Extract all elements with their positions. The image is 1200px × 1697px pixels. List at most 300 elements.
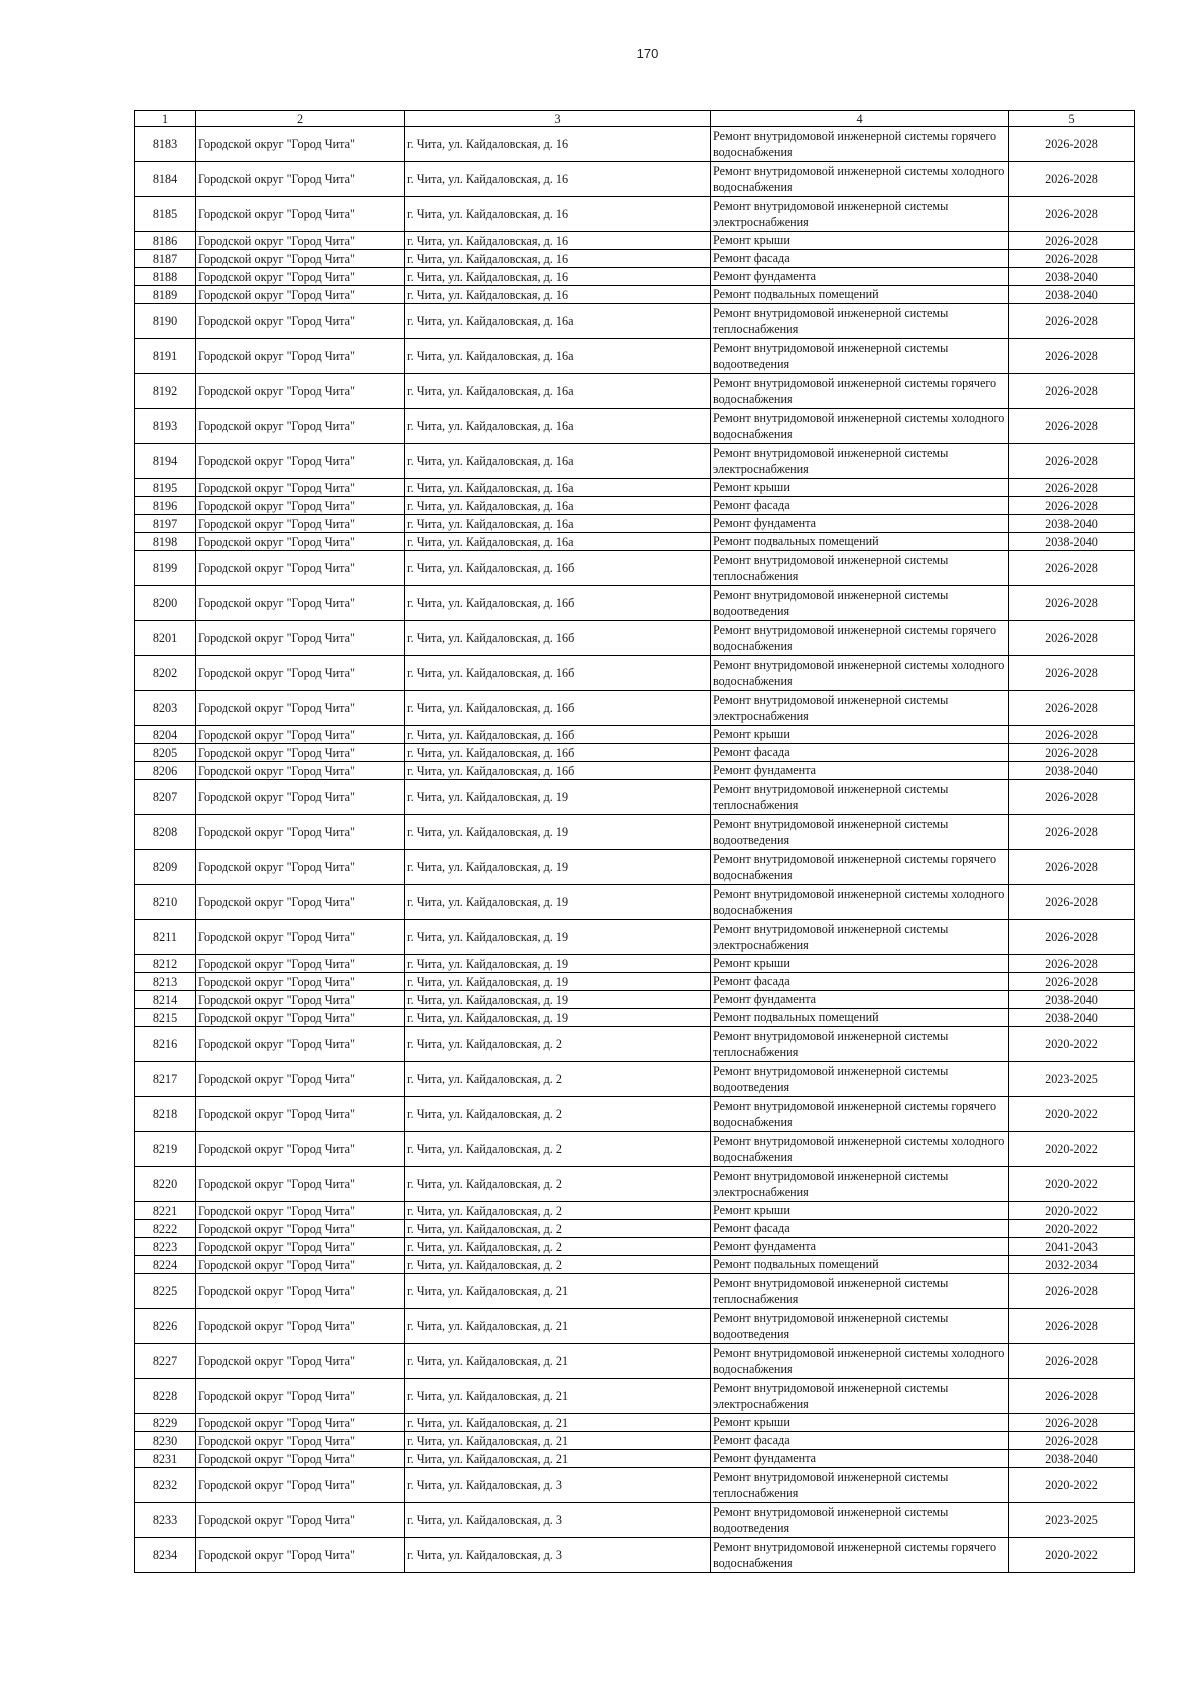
cell-municipality: Городской округ "Город Чита" bbox=[196, 409, 405, 444]
cell-row-number: 8221 bbox=[135, 1202, 196, 1220]
cell-work-type: Ремонт внутридомовой инженерной системы водоотведения bbox=[711, 1309, 1009, 1344]
cell-period: 2038-2040 bbox=[1009, 991, 1135, 1009]
table-body bbox=[135, 127, 1135, 1573]
cell-address: г. Чита, ул. Кайдаловская, д. 16 bbox=[405, 232, 711, 250]
cell-row-number: 8215 bbox=[135, 1009, 196, 1027]
cell-row-number: 8222 bbox=[135, 1220, 196, 1238]
header-col-2: 2 bbox=[196, 111, 405, 127]
cell-municipality: Городской округ "Город Чита" bbox=[196, 1220, 405, 1238]
table-row bbox=[135, 250, 1135, 268]
cell-work-type: Ремонт внутридомовой инженерной системы горячего водоснабжения bbox=[711, 374, 1009, 409]
cell-period: 2026-2028 bbox=[1009, 1344, 1135, 1379]
cell-period: 2026-2028 bbox=[1009, 162, 1135, 197]
table-row bbox=[135, 1503, 1135, 1538]
cell-period: 2026-2028 bbox=[1009, 621, 1135, 656]
cell-row-number: 8218 bbox=[135, 1097, 196, 1132]
cell-work-type: Ремонт внутридомовой инженерной системы водоотведения bbox=[711, 1062, 1009, 1097]
cell-municipality: Городской округ "Город Чита" bbox=[196, 374, 405, 409]
cell-work-type: Ремонт внутридомовой инженерной системы холодного водоснабжения bbox=[711, 885, 1009, 920]
cell-row-number: 8205 bbox=[135, 744, 196, 762]
table-row bbox=[135, 1274, 1135, 1309]
table-row bbox=[135, 286, 1135, 304]
cell-work-type: Ремонт внутридомовой инженерной системы электроснабжения bbox=[711, 691, 1009, 726]
cell-work-type: Ремонт внутридомовой инженерной системы электроснабжения bbox=[711, 197, 1009, 232]
cell-municipality: Городской округ "Город Чита" bbox=[196, 621, 405, 656]
table-row bbox=[135, 1167, 1135, 1202]
cell-row-number: 8216 bbox=[135, 1027, 196, 1062]
cell-period: 2020-2022 bbox=[1009, 1202, 1135, 1220]
table-row bbox=[135, 815, 1135, 850]
cell-address: г. Чита, ул. Кайдаловская, д. 16 bbox=[405, 250, 711, 268]
cell-municipality: Городской округ "Город Чита" bbox=[196, 1344, 405, 1379]
cell-row-number: 8212 bbox=[135, 955, 196, 973]
cell-row-number: 8223 bbox=[135, 1238, 196, 1256]
cell-row-number: 8226 bbox=[135, 1309, 196, 1344]
table-row bbox=[135, 1414, 1135, 1432]
cell-period: 2026-2028 bbox=[1009, 815, 1135, 850]
cell-period: 2038-2040 bbox=[1009, 1009, 1135, 1027]
table-row bbox=[135, 691, 1135, 726]
cell-address: г. Чита, ул. Кайдаловская, д. 19 bbox=[405, 973, 711, 991]
cell-work-type: Ремонт фундамента bbox=[711, 268, 1009, 286]
cell-row-number: 8198 bbox=[135, 533, 196, 551]
cell-work-type: Ремонт внутридомовой инженерной системы холодного водоснабжения bbox=[711, 1132, 1009, 1167]
cell-work-type: Ремонт внутридомовой инженерной системы теплоснабжения bbox=[711, 1274, 1009, 1309]
table-row bbox=[135, 850, 1135, 885]
cell-address: г. Чита, ул. Кайдаловская, д. 2 bbox=[405, 1132, 711, 1167]
cell-period: 2038-2040 bbox=[1009, 515, 1135, 533]
table-row bbox=[135, 515, 1135, 533]
cell-period: 2020-2022 bbox=[1009, 1220, 1135, 1238]
cell-work-type: Ремонт фасада bbox=[711, 497, 1009, 515]
cell-work-type: Ремонт внутридомовой инженерной системы горячего водоснабжения bbox=[711, 127, 1009, 162]
cell-address: г. Чита, ул. Кайдаловская, д. 21 bbox=[405, 1450, 711, 1468]
cell-period: 2026-2028 bbox=[1009, 885, 1135, 920]
cell-municipality: Городской округ "Город Чита" bbox=[196, 1009, 405, 1027]
cell-row-number: 8201 bbox=[135, 621, 196, 656]
table-row bbox=[135, 162, 1135, 197]
cell-address: г. Чита, ул. Кайдаловская, д. 19 bbox=[405, 991, 711, 1009]
cell-address: г. Чита, ул. Кайдаловская, д. 2 bbox=[405, 1256, 711, 1274]
cell-address: г. Чита, ул. Кайдаловская, д. 16б bbox=[405, 691, 711, 726]
cell-work-type: Ремонт внутридомовой инженерной системы теплоснабжения bbox=[711, 1027, 1009, 1062]
cell-row-number: 8211 bbox=[135, 920, 196, 955]
cell-municipality: Городской округ "Город Чита" bbox=[196, 162, 405, 197]
cell-municipality: Городской округ "Город Чита" bbox=[196, 815, 405, 850]
cell-municipality: Городской округ "Город Чита" bbox=[196, 991, 405, 1009]
cell-work-type: Ремонт подвальных помещений bbox=[711, 286, 1009, 304]
cell-work-type: Ремонт внутридомовой инженерной системы теплоснабжения bbox=[711, 551, 1009, 586]
page-number: 170 bbox=[636, 46, 659, 61]
table-row bbox=[135, 744, 1135, 762]
cell-address: г. Чита, ул. Кайдаловская, д. 21 bbox=[405, 1414, 711, 1432]
cell-municipality: Городской округ "Город Чита" bbox=[196, 1238, 405, 1256]
cell-period: 2032-2034 bbox=[1009, 1256, 1135, 1274]
table-row bbox=[135, 304, 1135, 339]
cell-row-number: 8229 bbox=[135, 1414, 196, 1432]
table-row bbox=[135, 621, 1135, 656]
cell-municipality: Городской округ "Город Чита" bbox=[196, 1062, 405, 1097]
cell-municipality: Городской округ "Город Чита" bbox=[196, 885, 405, 920]
cell-address: г. Чита, ул. Кайдаловская, д. 16б bbox=[405, 726, 711, 744]
cell-municipality: Городской округ "Город Чита" bbox=[196, 250, 405, 268]
cell-row-number: 8200 bbox=[135, 586, 196, 621]
cell-address: г. Чита, ул. Кайдаловская, д. 16а bbox=[405, 515, 711, 533]
cell-municipality: Городской округ "Город Чита" bbox=[196, 955, 405, 973]
repair-schedule-table bbox=[134, 110, 1135, 1573]
cell-address: г. Чита, ул. Кайдаловская, д. 19 bbox=[405, 885, 711, 920]
cell-period: 2026-2028 bbox=[1009, 656, 1135, 691]
cell-row-number: 8190 bbox=[135, 304, 196, 339]
cell-work-type: Ремонт фундамента bbox=[711, 991, 1009, 1009]
cell-period: 2026-2028 bbox=[1009, 551, 1135, 586]
table-row bbox=[135, 268, 1135, 286]
cell-row-number: 8196 bbox=[135, 497, 196, 515]
cell-period: 2026-2028 bbox=[1009, 744, 1135, 762]
cell-address: г. Чита, ул. Кайдаловская, д. 3 bbox=[405, 1468, 711, 1503]
cell-municipality: Городской округ "Город Чита" bbox=[196, 1450, 405, 1468]
cell-municipality: Городской округ "Город Чита" bbox=[196, 726, 405, 744]
header-col-4: 4 bbox=[711, 111, 1009, 127]
cell-address: г. Чита, ул. Кайдаловская, д. 21 bbox=[405, 1432, 711, 1450]
cell-municipality: Городской округ "Город Чита" bbox=[196, 268, 405, 286]
cell-period: 2026-2028 bbox=[1009, 973, 1135, 991]
cell-address: г. Чита, ул. Кайдаловская, д. 21 bbox=[405, 1379, 711, 1414]
cell-row-number: 8206 bbox=[135, 762, 196, 780]
cell-row-number: 8197 bbox=[135, 515, 196, 533]
cell-row-number: 8234 bbox=[135, 1538, 196, 1573]
cell-period: 2038-2040 bbox=[1009, 1450, 1135, 1468]
cell-work-type: Ремонт фасада bbox=[711, 1220, 1009, 1238]
header-col-5: 5 bbox=[1009, 111, 1135, 127]
table-row bbox=[135, 533, 1135, 551]
cell-period: 2026-2028 bbox=[1009, 1309, 1135, 1344]
cell-period: 2023-2025 bbox=[1009, 1062, 1135, 1097]
table-row bbox=[135, 885, 1135, 920]
cell-work-type: Ремонт внутридомовой инженерной системы электроснабжения bbox=[711, 920, 1009, 955]
cell-municipality: Городской округ "Город Чита" bbox=[196, 1256, 405, 1274]
cell-address: г. Чита, ул. Кайдаловская, д. 16а bbox=[405, 497, 711, 515]
cell-municipality: Городской округ "Город Чита" bbox=[196, 744, 405, 762]
cell-period: 2020-2022 bbox=[1009, 1027, 1135, 1062]
cell-municipality: Городской округ "Город Чита" bbox=[196, 515, 405, 533]
cell-municipality: Городской округ "Город Чита" bbox=[196, 533, 405, 551]
cell-row-number: 8195 bbox=[135, 479, 196, 497]
cell-period: 2020-2022 bbox=[1009, 1097, 1135, 1132]
cell-address: г. Чита, ул. Кайдаловская, д. 19 bbox=[405, 920, 711, 955]
table-row bbox=[135, 1220, 1135, 1238]
cell-address: г. Чита, ул. Кайдаловская, д. 19 bbox=[405, 955, 711, 973]
cell-work-type: Ремонт внутридомовой инженерной системы водоотведения bbox=[711, 815, 1009, 850]
cell-work-type: Ремонт внутридомовой инженерной системы теплоснабжения bbox=[711, 304, 1009, 339]
cell-work-type: Ремонт внутридомовой инженерной системы горячего водоснабжения bbox=[711, 850, 1009, 885]
cell-row-number: 8213 bbox=[135, 973, 196, 991]
cell-work-type: Ремонт крыши bbox=[711, 232, 1009, 250]
cell-address: г. Чита, ул. Кайдаловская, д. 16б bbox=[405, 762, 711, 780]
cell-period: 2026-2028 bbox=[1009, 409, 1135, 444]
cell-work-type: Ремонт крыши bbox=[711, 1414, 1009, 1432]
table-row bbox=[135, 1432, 1135, 1450]
cell-period: 2026-2028 bbox=[1009, 197, 1135, 232]
cell-row-number: 8192 bbox=[135, 374, 196, 409]
cell-municipality: Городской округ "Город Чита" bbox=[196, 691, 405, 726]
cell-work-type: Ремонт внутридомовой инженерной системы электроснабжения bbox=[711, 1167, 1009, 1202]
cell-row-number: 8224 bbox=[135, 1256, 196, 1274]
cell-address: г. Чита, ул. Кайдаловская, д. 3 bbox=[405, 1503, 711, 1538]
cell-address: г. Чита, ул. Кайдаловская, д. 16б bbox=[405, 586, 711, 621]
cell-row-number: 8203 bbox=[135, 691, 196, 726]
cell-municipality: Городской округ "Город Чита" bbox=[196, 1132, 405, 1167]
cell-period: 2026-2028 bbox=[1009, 497, 1135, 515]
cell-work-type: Ремонт фундамента bbox=[711, 1450, 1009, 1468]
cell-work-type: Ремонт фундамента bbox=[711, 762, 1009, 780]
table-row bbox=[135, 1202, 1135, 1220]
table-row bbox=[135, 1344, 1135, 1379]
cell-period: 2020-2022 bbox=[1009, 1468, 1135, 1503]
cell-row-number: 8210 bbox=[135, 885, 196, 920]
cell-period: 2041-2043 bbox=[1009, 1238, 1135, 1256]
cell-work-type: Ремонт подвальных помещений bbox=[711, 1256, 1009, 1274]
cell-period: 2038-2040 bbox=[1009, 286, 1135, 304]
cell-row-number: 8185 bbox=[135, 197, 196, 232]
cell-municipality: Городской округ "Город Чита" bbox=[196, 586, 405, 621]
cell-period: 2026-2028 bbox=[1009, 586, 1135, 621]
table-row bbox=[135, 551, 1135, 586]
cell-address: г. Чита, ул. Кайдаловская, д. 21 bbox=[405, 1344, 711, 1379]
cell-period: 2026-2028 bbox=[1009, 339, 1135, 374]
table-row bbox=[135, 656, 1135, 691]
cell-municipality: Городской округ "Город Чита" bbox=[196, 197, 405, 232]
cell-work-type: Ремонт внутридомовой инженерной системы водоотведения bbox=[711, 586, 1009, 621]
table-row bbox=[135, 232, 1135, 250]
table-row bbox=[135, 1379, 1135, 1414]
cell-address: г. Чита, ул. Кайдаловская, д. 16а bbox=[405, 533, 711, 551]
cell-municipality: Городской округ "Город Чита" bbox=[196, 850, 405, 885]
cell-municipality: Городской округ "Город Чита" bbox=[196, 780, 405, 815]
cell-work-type: Ремонт внутридомовой инженерной системы горячего водоснабжения bbox=[711, 621, 1009, 656]
cell-row-number: 8184 bbox=[135, 162, 196, 197]
table-row bbox=[135, 991, 1135, 1009]
cell-address: г. Чита, ул. Кайдаловская, д. 19 bbox=[405, 815, 711, 850]
cell-address: г. Чита, ул. Кайдаловская, д. 2 bbox=[405, 1167, 711, 1202]
cell-municipality: Городской округ "Город Чита" bbox=[196, 1097, 405, 1132]
table-row bbox=[135, 127, 1135, 162]
cell-municipality: Городской округ "Город Чита" bbox=[196, 1274, 405, 1309]
cell-work-type: Ремонт внутридомовой инженерной системы горячего водоснабжения bbox=[711, 1538, 1009, 1573]
cell-period: 2026-2028 bbox=[1009, 726, 1135, 744]
cell-address: г. Чита, ул. Кайдаловская, д. 16 bbox=[405, 268, 711, 286]
cell-period: 2020-2022 bbox=[1009, 1132, 1135, 1167]
cell-work-type: Ремонт внутридомовой инженерной системы электроснабжения bbox=[711, 444, 1009, 479]
cell-row-number: 8228 bbox=[135, 1379, 196, 1414]
table-row bbox=[135, 497, 1135, 515]
table-row bbox=[135, 1097, 1135, 1132]
cell-address: г. Чита, ул. Кайдаловская, д. 19 bbox=[405, 1009, 711, 1027]
table-row bbox=[135, 1450, 1135, 1468]
cell-row-number: 8199 bbox=[135, 551, 196, 586]
cell-period: 2026-2028 bbox=[1009, 250, 1135, 268]
cell-row-number: 8209 bbox=[135, 850, 196, 885]
cell-municipality: Городской округ "Город Чита" bbox=[196, 1027, 405, 1062]
cell-municipality: Городской округ "Город Чита" bbox=[196, 1468, 405, 1503]
cell-period: 2026-2028 bbox=[1009, 374, 1135, 409]
cell-work-type: Ремонт внутридомовой инженерной системы холодного водоснабжения bbox=[711, 656, 1009, 691]
cell-address: г. Чита, ул. Кайдаловская, д. 21 bbox=[405, 1309, 711, 1344]
cell-period: 2026-2028 bbox=[1009, 1274, 1135, 1309]
cell-municipality: Городской округ "Город Чита" bbox=[196, 304, 405, 339]
cell-municipality: Городской округ "Город Чита" bbox=[196, 762, 405, 780]
cell-period: 2026-2028 bbox=[1009, 1379, 1135, 1414]
cell-work-type: Ремонт внутридомовой инженерной системы холодного водоснабжения bbox=[711, 409, 1009, 444]
cell-work-type: Ремонт фундамента bbox=[711, 515, 1009, 533]
cell-period: 2026-2028 bbox=[1009, 920, 1135, 955]
cell-municipality: Городской округ "Город Чита" bbox=[196, 1538, 405, 1573]
table-row bbox=[135, 762, 1135, 780]
cell-address: г. Чита, ул. Кайдаловская, д. 16а bbox=[405, 409, 711, 444]
cell-period: 2023-2025 bbox=[1009, 1503, 1135, 1538]
table-row bbox=[135, 1538, 1135, 1573]
cell-work-type: Ремонт крыши bbox=[711, 479, 1009, 497]
cell-work-type: Ремонт крыши bbox=[711, 726, 1009, 744]
cell-row-number: 8208 bbox=[135, 815, 196, 850]
table-row bbox=[135, 409, 1135, 444]
cell-row-number: 8225 bbox=[135, 1274, 196, 1309]
cell-municipality: Городской округ "Город Чита" bbox=[196, 973, 405, 991]
cell-address: г. Чита, ул. Кайдаловская, д. 16б bbox=[405, 656, 711, 691]
table-row bbox=[135, 1256, 1135, 1274]
cell-period: 2026-2028 bbox=[1009, 304, 1135, 339]
cell-address: г. Чита, ул. Кайдаловская, д. 16а bbox=[405, 339, 711, 374]
cell-work-type: Ремонт крыши bbox=[711, 1202, 1009, 1220]
cell-municipality: Городской округ "Город Чита" bbox=[196, 656, 405, 691]
cell-work-type: Ремонт внутридомовой инженерной системы теплоснабжения bbox=[711, 780, 1009, 815]
cell-address: г. Чита, ул. Кайдаловская, д. 16а bbox=[405, 374, 711, 409]
cell-work-type: Ремонт внутридомовой инженерной системы горячего водоснабжения bbox=[711, 1097, 1009, 1132]
cell-work-type: Ремонт крыши bbox=[711, 955, 1009, 973]
cell-address: г. Чита, ул. Кайдаловская, д. 2 bbox=[405, 1097, 711, 1132]
table-row bbox=[135, 726, 1135, 744]
table-header bbox=[135, 111, 1135, 127]
cell-address: г. Чита, ул. Кайдаловская, д. 16 bbox=[405, 286, 711, 304]
table-row bbox=[135, 920, 1135, 955]
cell-row-number: 8202 bbox=[135, 656, 196, 691]
cell-period: 2020-2022 bbox=[1009, 1167, 1135, 1202]
cell-work-type: Ремонт фасада bbox=[711, 250, 1009, 268]
cell-row-number: 8230 bbox=[135, 1432, 196, 1450]
table-row bbox=[135, 973, 1135, 991]
cell-row-number: 8217 bbox=[135, 1062, 196, 1097]
cell-work-type: Ремонт внутридомовой инженерной системы электроснабжения bbox=[711, 1379, 1009, 1414]
table-row bbox=[135, 1468, 1135, 1503]
cell-work-type: Ремонт внутридомовой инженерной системы водоотведения bbox=[711, 1503, 1009, 1538]
cell-row-number: 8193 bbox=[135, 409, 196, 444]
cell-period: 2026-2028 bbox=[1009, 232, 1135, 250]
cell-row-number: 8232 bbox=[135, 1468, 196, 1503]
cell-period: 2020-2022 bbox=[1009, 1538, 1135, 1573]
cell-municipality: Городской округ "Город Чита" bbox=[196, 1202, 405, 1220]
cell-address: г. Чита, ул. Кайдаловская, д. 16 bbox=[405, 127, 711, 162]
table-row bbox=[135, 444, 1135, 479]
cell-municipality: Городской округ "Город Чита" bbox=[196, 286, 405, 304]
table-row bbox=[135, 1027, 1135, 1062]
cell-municipality: Городской округ "Город Чита" bbox=[196, 127, 405, 162]
cell-row-number: 8220 bbox=[135, 1167, 196, 1202]
cell-address: г. Чита, ул. Кайдаловская, д. 16 bbox=[405, 197, 711, 232]
table-row bbox=[135, 1238, 1135, 1256]
cell-row-number: 8227 bbox=[135, 1344, 196, 1379]
cell-row-number: 8183 bbox=[135, 127, 196, 162]
table-row bbox=[135, 1009, 1135, 1027]
cell-municipality: Городской округ "Город Чита" bbox=[196, 1167, 405, 1202]
cell-period: 2026-2028 bbox=[1009, 479, 1135, 497]
header-row bbox=[135, 111, 1135, 127]
cell-work-type: Ремонт внутридомовой инженерной системы холодного водоснабжения bbox=[711, 162, 1009, 197]
cell-row-number: 8191 bbox=[135, 339, 196, 374]
cell-address: г. Чита, ул. Кайдаловская, д. 16 bbox=[405, 162, 711, 197]
table-row bbox=[135, 586, 1135, 621]
cell-work-type: Ремонт внутридомовой инженерной системы теплоснабжения bbox=[711, 1468, 1009, 1503]
cell-work-type: Ремонт внутридомовой инженерной системы водоотведения bbox=[711, 339, 1009, 374]
cell-work-type: Ремонт фасада bbox=[711, 973, 1009, 991]
cell-address: г. Чита, ул. Кайдаловская, д. 2 bbox=[405, 1220, 711, 1238]
cell-address: г. Чита, ул. Кайдаловская, д. 2 bbox=[405, 1202, 711, 1220]
cell-address: г. Чита, ул. Кайдаловская, д. 16б bbox=[405, 551, 711, 586]
table-row bbox=[135, 780, 1135, 815]
table-row bbox=[135, 1132, 1135, 1167]
cell-row-number: 8188 bbox=[135, 268, 196, 286]
table-row bbox=[135, 479, 1135, 497]
cell-address: г. Чита, ул. Кайдаловская, д. 3 bbox=[405, 1538, 711, 1573]
cell-row-number: 8231 bbox=[135, 1450, 196, 1468]
cell-address: г. Чита, ул. Кайдаловская, д. 16а bbox=[405, 444, 711, 479]
cell-address: г. Чита, ул. Кайдаловская, д. 21 bbox=[405, 1274, 711, 1309]
cell-municipality: Городской округ "Город Чита" bbox=[196, 551, 405, 586]
header-col-1: 1 bbox=[135, 111, 196, 127]
cell-municipality: Городской округ "Город Чита" bbox=[196, 1503, 405, 1538]
header-col-3: 3 bbox=[405, 111, 711, 127]
table-row bbox=[135, 339, 1135, 374]
cell-address: г. Чита, ул. Кайдаловская, д. 2 bbox=[405, 1027, 711, 1062]
cell-municipality: Городской округ "Город Чита" bbox=[196, 1432, 405, 1450]
cell-address: г. Чита, ул. Кайдаловская, д. 16б bbox=[405, 744, 711, 762]
cell-work-type: Ремонт подвальных помещений bbox=[711, 1009, 1009, 1027]
cell-row-number: 8187 bbox=[135, 250, 196, 268]
cell-row-number: 8189 bbox=[135, 286, 196, 304]
cell-period: 2038-2040 bbox=[1009, 762, 1135, 780]
cell-address: г. Чита, ул. Кайдаловская, д. 2 bbox=[405, 1238, 711, 1256]
cell-period: 2026-2028 bbox=[1009, 691, 1135, 726]
cell-address: г. Чита, ул. Кайдаловская, д. 19 bbox=[405, 850, 711, 885]
cell-municipality: Городской округ "Город Чита" bbox=[196, 444, 405, 479]
cell-work-type: Ремонт фундамента bbox=[711, 1238, 1009, 1256]
cell-row-number: 8186 bbox=[135, 232, 196, 250]
cell-period: 2026-2028 bbox=[1009, 127, 1135, 162]
cell-municipality: Городской округ "Город Чита" bbox=[196, 497, 405, 515]
cell-period: 2038-2040 bbox=[1009, 533, 1135, 551]
cell-row-number: 8233 bbox=[135, 1503, 196, 1538]
cell-row-number: 8194 bbox=[135, 444, 196, 479]
table-row bbox=[135, 955, 1135, 973]
cell-row-number: 8214 bbox=[135, 991, 196, 1009]
cell-work-type: Ремонт подвальных помещений bbox=[711, 533, 1009, 551]
cell-municipality: Городской округ "Город Чита" bbox=[196, 920, 405, 955]
cell-period: 2026-2028 bbox=[1009, 955, 1135, 973]
cell-period: 2026-2028 bbox=[1009, 850, 1135, 885]
cell-municipality: Городской округ "Город Чита" bbox=[196, 1379, 405, 1414]
cell-municipality: Городской округ "Город Чита" bbox=[196, 339, 405, 374]
cell-municipality: Городской округ "Город Чита" bbox=[196, 1309, 405, 1344]
cell-period: 2026-2028 bbox=[1009, 444, 1135, 479]
